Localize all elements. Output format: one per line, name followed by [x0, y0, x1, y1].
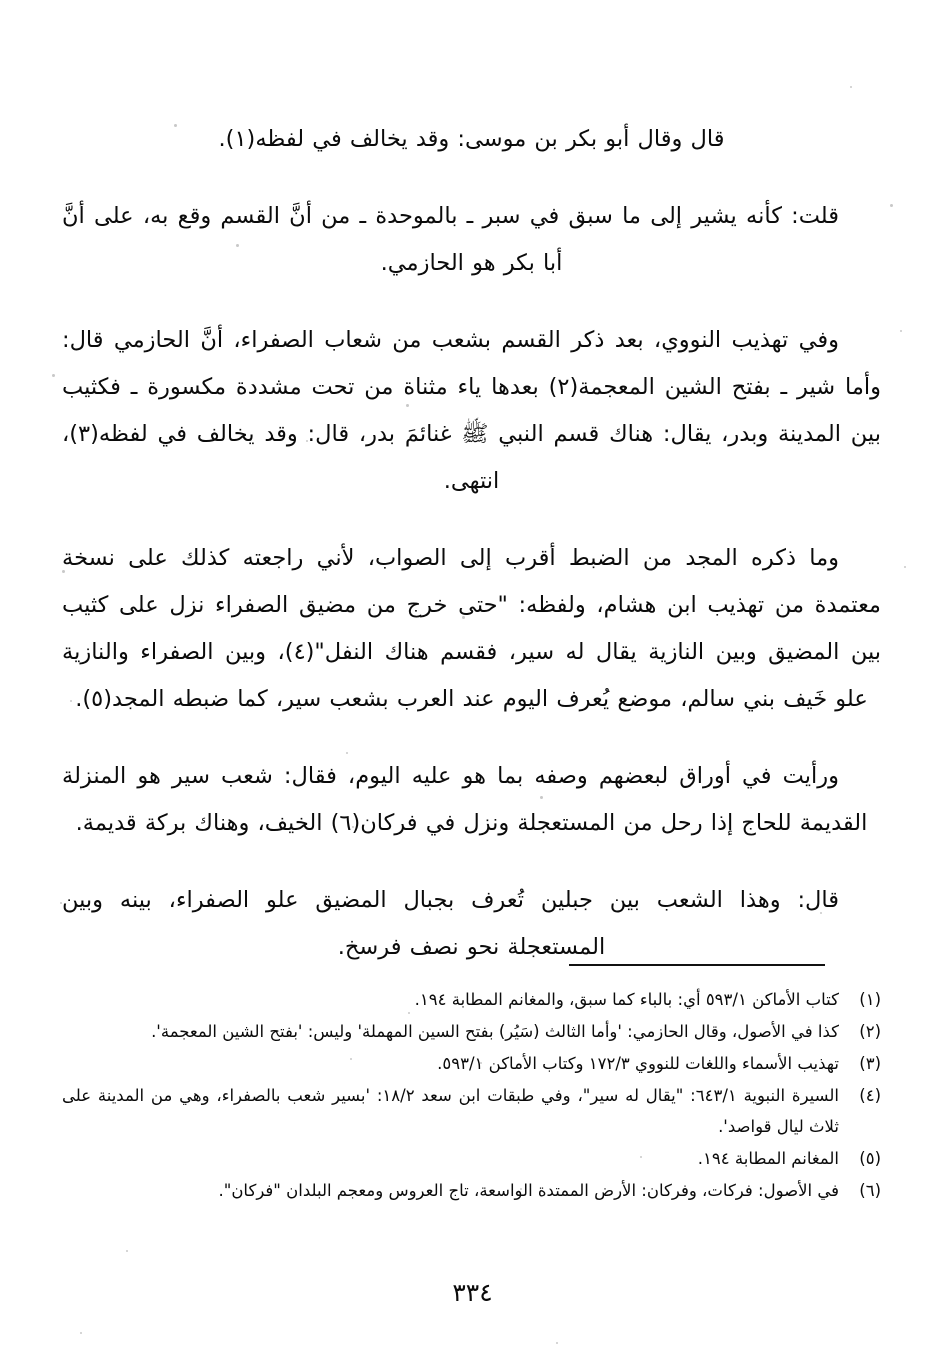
footnote-marker: (٦) — [859, 1181, 881, 1200]
scan-speck — [80, 1332, 82, 1334]
scan-speck — [890, 204, 893, 207]
body-text-block — [62, 116, 881, 991]
footnote-marker: (٥) — [859, 1149, 881, 1168]
footnote-text: السيرة النبوية ٦٤٣/١: "يقال له سير"، وفي طبقات ابن سعد ١٨/٢: 'بسير شعب بالصفراء، وهي من المدينة على ثلاث ليال قواصد'. — [62, 1086, 839, 1136]
paragraph-3: وفي تهذيب النووي، بعد ذكر القسم بشعب من شعاب الصفراء، أنَّ الحازمي قال: وأما شير ـ بفتح الشين المعجمة(٢) بعدها ياء مثناة من تحت مشددة مكسورة ـ فكثيب بين المدينة وبدر، يقال: هناك قسم النبي ﷺ غنائمَ بدر، قال: وقد يخالف في لفظه(٣)، انتهى. — [62, 327, 881, 494]
footnote-text: في الأصول: فركات، وفركان: الأرض الممتدة الواسعة، تاج العروس ومعجم البلدان "فركان". — [218, 1181, 839, 1200]
footnote-marker: (٢) — [859, 1022, 881, 1041]
footnote-separator-rule — [569, 964, 825, 966]
scan-speck — [904, 566, 906, 568]
footnote-marker: (١) — [859, 990, 881, 1009]
footnote-text: كذا في الأصول، وقال الحازمي: 'وأما الثالث (سَيُر) بفتح السين المهملة' وليس: 'بفتح الشين المعجمة'. — [151, 1022, 839, 1041]
paragraph-2: قلت: كأنه يشير إلى ما سبق في سبر ـ بالموحدة ـ من أنَّ القسم وقع به، على أنَّ أبا بكر هو الحازمي. — [62, 203, 839, 276]
paragraph-5: ورأيت في أوراق لبعضهم وصفه بما هو عليه اليوم، فقال: شعب سير هو المنزلة القديمة للحاج إذا رحل من المستعجلة ونزل في فركان(٦) الخيف، وهناك بركة قديمة. — [62, 763, 868, 836]
scan-speck — [556, 1342, 558, 1344]
footnote-item — [62, 1143, 881, 1174]
footnote-text: تهذيب الأسماء واللغات للنووي ١٧٢/٣ وكتاب الأماكن ٥٩٣/١. — [437, 1054, 839, 1073]
scan-speck — [900, 330, 902, 332]
footnote-text: كتاب الأماكن ٥٩٣/١ أي: بالباء كما سبق، والمغانم المطابة ١٩٤. — [414, 990, 839, 1009]
paragraph-4: وما ذكره المجد من الضبط أقرب إلى الصواب، لأني راجعته كذلك على نسخة معتمدة من تهذيب ابن هشام، ولفظه: "حتى خرج من مضيق الصفراء نزل على كثيب بين المضيق وبين النازية يقال له سير، فقسم هناك النفل"(٤)، وبين الصفراء والنازية علو خَيف بني سالم، موضع يُعرف اليوم عند العرب بشعب سير، كما ضبطه المجد(٥). — [62, 545, 881, 712]
footnote-marker: (٣) — [859, 1054, 881, 1073]
paragraph-6: قال: وهذا الشعب بين جبلين تُعرف بجبال المضيق علو الصفراء، بينه وبين المستعجلة نحو نصف فرسخ. — [62, 887, 839, 960]
footnote-item — [62, 1048, 881, 1079]
page-number: ٣٣٤ — [452, 1278, 493, 1307]
footnote-item — [62, 1175, 881, 1206]
footnotes-block — [62, 984, 881, 1207]
footnote-item — [62, 984, 881, 1015]
footnote-text: المغانم المطابة ١٩٤. — [697, 1149, 839, 1168]
footnote-marker: (٤) — [859, 1086, 881, 1105]
paragraph-1: قال وقال أبو بكر بن موسى: وقد يخالف في لفظه(١). — [218, 126, 725, 152]
scan-speck — [850, 86, 852, 88]
footnote-item — [62, 1080, 881, 1142]
scan-speck — [52, 374, 55, 377]
scan-speck — [126, 1250, 128, 1252]
footnote-item — [62, 1016, 881, 1047]
